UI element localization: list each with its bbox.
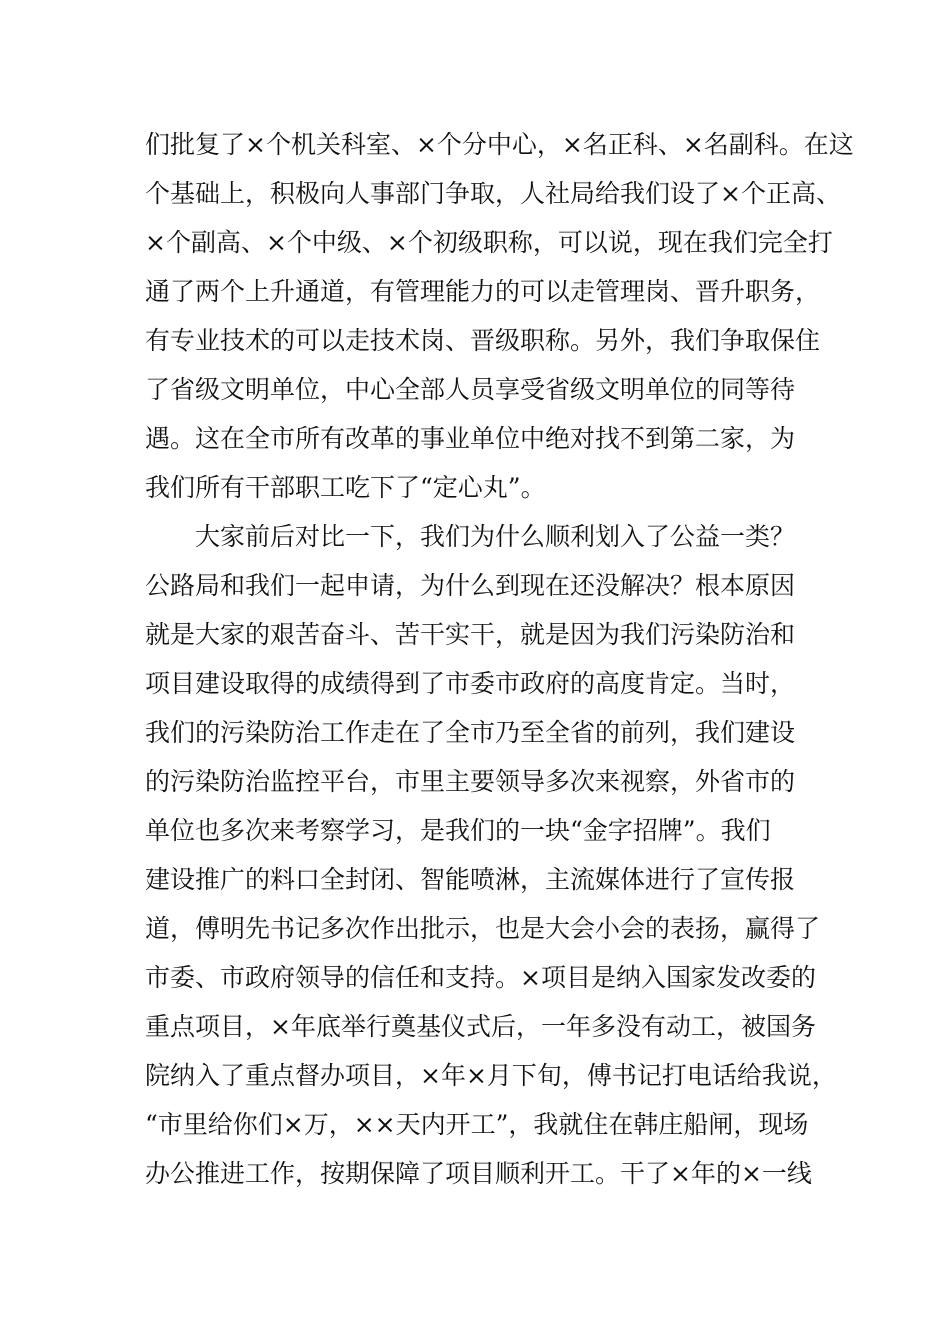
text-line: 遇。这在全市所有改革的事业单位中绝对找不到第二家，为 [145,424,796,453]
text-line: 建设推广的料口全封闭、智能喷淋，主流媒体进行了宣传报 [145,865,796,894]
text-line: 公路局和我们一起申请，为什么到现在还没解决？根本原因 [145,571,796,600]
text-line: ×个副高、×个中级、×个初级职称，可以说，现在我们完全打 [145,228,833,257]
paragraph-1 [145,120,854,512]
text-line: 就是大家的艰苦奋斗、苦干实干，就是因为我们污染防治和 [145,620,796,649]
text-line: 院纳入了重点督办项目，×年×月下旬，傅书记打电话给我说， [145,1061,837,1090]
text-line: 们批复了×个机关科室、×个分中心，×名正科、×名副科。在这 [145,130,854,159]
text-line: 了省级文明单位，中心全部人员享受省级文明单位的同等待 [145,375,796,404]
text-line: 我们所有干部职工吃下了“定心丸”。 [145,473,546,502]
text-line: 有专业技术的可以走技术岗、晋级职称。另外，我们争取保住 [145,326,821,355]
text-line: 我们的污染防治工作走在了全市乃至全省的前列，我们建设 [145,718,796,747]
text-line: 的污染防治监控平台，市里主要领导多次来视察，外省市的 [145,767,796,796]
text-line: 办公推进工作，按期保障了项目顺利开工。干了×年的×一线 [145,1159,812,1188]
text-line: “市里给你们×万，××天内开工”，我就住在韩庄船闸，现场 [145,1110,809,1139]
text-line: 大家前后对比一下，我们为什么顺利划入了公益一类？ [195,522,796,551]
text-line: 单位也多次来考察学习，是我们的一块“金字招牌”。我们 [145,816,771,845]
text-line: 市委、市政府领导的信任和支持。×项目是纳入国家发改委的 [145,963,816,992]
paragraph-2 [145,512,837,1198]
body-text [145,120,854,1198]
text-line: 通了两个上升通道，有管理能力的可以走管理岗、晋升职务， [145,277,821,306]
text-line: 重点项目，×年底举行奠基仪式后，一年多没有动工，被国务 [145,1012,816,1041]
text-line: 个基础上，积极向人事部门争取，人社局给我们设了×个正高、 [145,179,841,208]
text-line: 道，傅明先书记多次作出批示，也是大会小会的表扬，赢得了 [145,914,821,943]
text-line: 项目建设取得的成绩得到了市委市政府的高度肯定。当时， [145,669,796,698]
